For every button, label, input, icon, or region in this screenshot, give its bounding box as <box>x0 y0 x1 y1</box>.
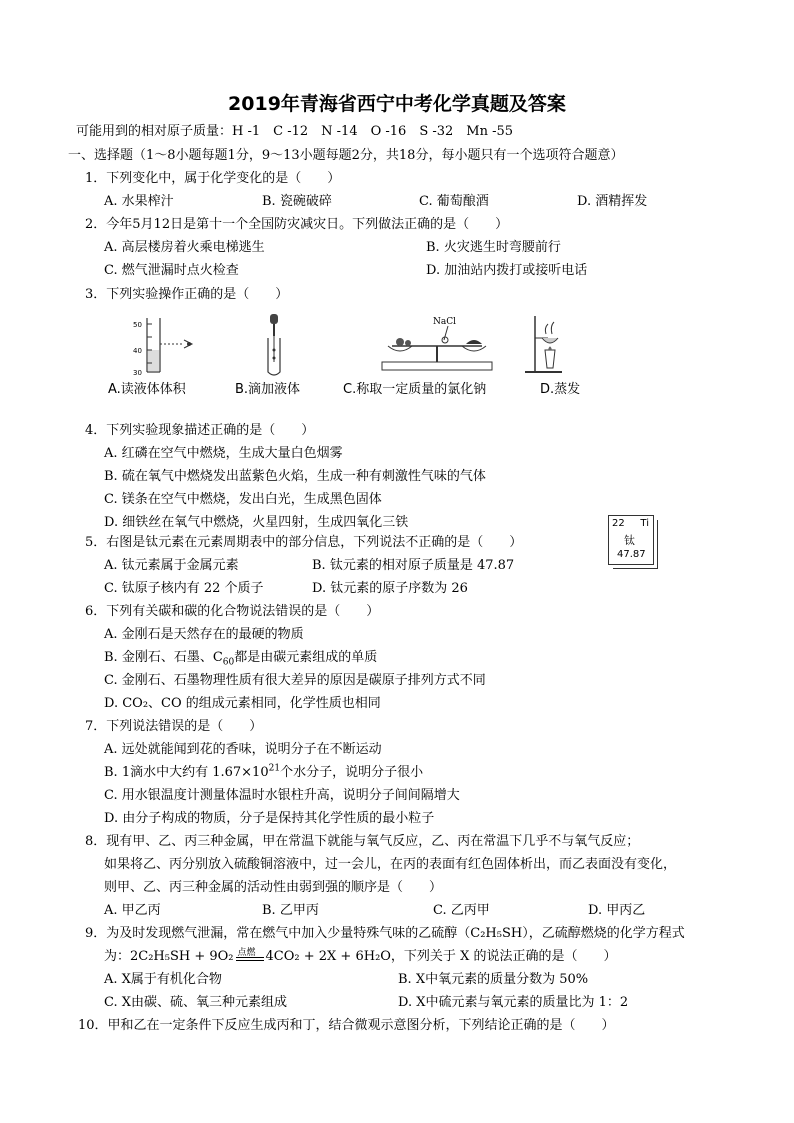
question-8-line-2: 如果将乙、丙分别放入硫酸铜溶液中，过一会儿，在丙的表面有红色固体析出，而乙表面没有变化， <box>104 857 677 872</box>
q3-option-c: C.称取一定质量的氯化钠 <box>343 382 487 397</box>
q4-option-d: D. 细铁丝在氧气中燃烧，火星四射，生成四氧化三铁 <box>104 515 409 530</box>
q4-option-b: B. 硫在氧气中燃烧发出蓝紫色火焰，生成一种有刺激性气味的气体 <box>104 469 486 484</box>
q9-option-c: C. X由碳、硫、氧三种元素组成 <box>104 995 288 1010</box>
q1-option-a: A. 水果榨汁 <box>104 194 174 209</box>
q2-option-d: D. 加油站内拨打或接听电话 <box>426 263 588 278</box>
question-9-line-1: 9．为及时发现燃气泄漏，常在燃气中加入少量特殊气味的乙硫醇（C₂H₅SH），乙硫醇燃烧的化学方程式 <box>85 926 685 941</box>
balance-figure <box>382 317 492 370</box>
q1-option-c: C. 葡萄酿酒 <box>419 194 489 209</box>
q9-option-d: D. X中硫元素与氧元素的质量比为 1：2 <box>398 995 629 1010</box>
q8-option-c: C. 乙丙甲 <box>433 903 490 918</box>
section-heading: 一、选择题（1～8小题每题1分，9～13小题每题2分，共18分，每小题只有一个选项符合题意） <box>68 148 624 163</box>
q8-option-a: A. 甲乙丙 <box>104 903 161 918</box>
page-title: 2019年青海省西宁中考化学真题及答案 <box>228 93 566 115</box>
question-10-stem: 10．甲和乙在一定条件下反应生成丙和丁，结合微观示意图分析，下列结论正确的是（ ） <box>78 1018 615 1033</box>
q1-option-d: D. 酒精挥发 <box>577 194 648 209</box>
q7-option-b: B. 1滴水中大约有 $1.67\times 10^{21}$个水分子，说明分子很小 <box>104 763 424 780</box>
q3-figures <box>100 310 620 378</box>
question-6-stem: 6．下列有关碳和碳的化合物说法错误的是（ ） <box>85 604 380 619</box>
question-5-stem: 5．右图是钛元素在元素周期表中的部分信息，下列说法不正确的是（ ） <box>85 535 523 550</box>
q9-option-b: B. X中氧元素的质量分数为 50% <box>398 972 589 987</box>
q3-option-a: A.读液体体积 <box>108 382 186 397</box>
scale-label-40: 40 <box>133 347 142 355</box>
q7-option-a: A. 远处就能闻到花的香味，说明分子在不断运动 <box>104 742 382 757</box>
q9-option-a: A. X属于有机化合物 <box>104 972 222 987</box>
scale-label-50: 50 <box>133 321 142 329</box>
atomic-masses: 可能用到的相对原子质量：H -1 C -12 N -14 O -16 S -32 Mn -55 <box>76 124 514 139</box>
q6-option-d: D. CO₂、CO 的组成元素相同，化学性质也相同 <box>104 696 381 711</box>
q8-option-b: B. 乙甲丙 <box>262 903 319 918</box>
q5-option-c: C. 钛原子核内有 22 个质子 <box>104 581 264 596</box>
scale-label-30: 30 <box>133 369 142 377</box>
element-symbol: Ti <box>640 518 649 529</box>
element-name: 钛 <box>624 534 635 547</box>
titanium-element-tile <box>608 515 654 565</box>
q2-option-a: A. 高层楼房着火乘电梯逃生 <box>104 240 265 255</box>
dropper-figure <box>268 314 280 375</box>
q7-option-c: C. 用水银温度计测量体温时水银柱升高，说明分子间间隔增大 <box>104 788 460 803</box>
graduated-cylinder-figure <box>133 318 192 377</box>
question-9-equation: 为：2C₂H₅SH + 9O₂ 点燃 4CO₂ + 2X + 6H₂O，下列关于 X 的说法正确的是（ ） <box>104 948 616 966</box>
question-8-line-3: 则甲、乙、丙三种金属的活动性由弱到强的顺序是（ ） <box>104 880 443 895</box>
q4-option-a: A. 红磷在空气中燃烧，生成大量白色烟雾 <box>104 446 343 461</box>
q3-option-b: B.滴加液体 <box>235 382 301 397</box>
question-3-stem: 3．下列实验操作正确的是（ ） <box>85 287 289 302</box>
q3-option-d: D.蒸发 <box>540 382 581 397</box>
q1-option-b: B. 瓷碗破碎 <box>262 194 332 209</box>
q5-option-a: A. 钛元素属于金属元素 <box>104 558 239 573</box>
question-8-line-1: 8．现有甲、乙、丙三种金属，甲在常温下就能与氧气反应，乙、丙在常温下几乎不与氧气反应； <box>85 834 640 849</box>
nacl-label: NaCl <box>433 317 457 327</box>
element-mass: 47.87 <box>617 549 646 560</box>
question-2-stem: 2．今年5月12日是第十一个全国防灾减灾日。下列做法正确的是（ ） <box>85 217 509 232</box>
q6-option-a: A. 金刚石是天然存在的最硬的物质 <box>104 627 304 642</box>
question-1-stem: 1．下列变化中，属于化学变化的是（ ） <box>85 171 341 186</box>
q5-option-d: D. 钛元素的原子序数为 26 <box>312 581 468 596</box>
q6-option-b: B. 金刚石、石墨、$C_{60}$都是由碳元素组成的单质 <box>104 650 378 668</box>
q7-option-d: D. 由分子构成的物质，分子是保持其化学性质的最小粒子 <box>104 811 435 826</box>
q4-option-c: C. 镁条在空气中燃烧，发出白光，生成黑色固体 <box>104 492 382 507</box>
question-7-stem: 7．下列说法错误的是（ ） <box>85 719 263 734</box>
q5-option-b: B. 钛元素的相对原子质量是 47.87 <box>312 558 515 573</box>
element-number: 22 <box>612 518 625 529</box>
equation-condition: 点燃 <box>237 947 256 958</box>
q2-option-b: B. 火灾逃生时弯腰前行 <box>426 240 561 255</box>
q2-option-c: C. 燃气泄漏时点火检查 <box>104 263 239 278</box>
question-4-stem: 4．下列实验现象描述正确的是（ ） <box>85 423 315 438</box>
evaporation-figure <box>525 316 562 372</box>
q8-option-d: D. 甲丙乙 <box>588 903 646 918</box>
q6-option-c: C. 金刚石、石墨物理性质有很大差异的原因是碳原子排列方式不同 <box>104 673 486 688</box>
